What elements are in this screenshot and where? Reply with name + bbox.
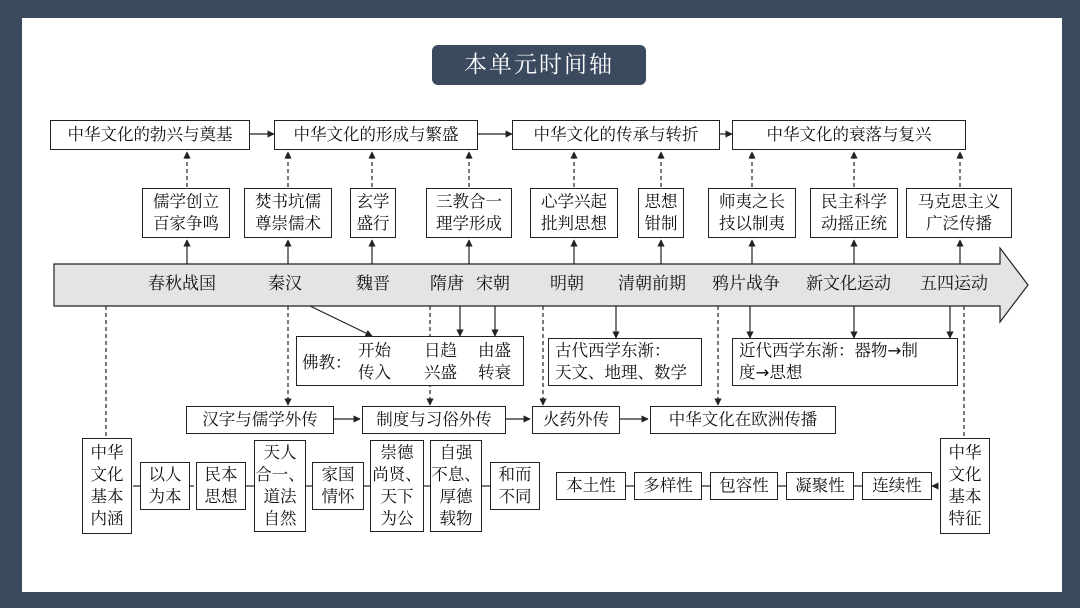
era-label: 魏晋 bbox=[356, 274, 390, 294]
era-label: 鸦片战争 bbox=[712, 274, 780, 294]
spread-box: 火药外传 bbox=[532, 406, 620, 434]
feature-item: 包容性 bbox=[710, 472, 778, 500]
event-box: 师夷之长 技以制夷 bbox=[708, 188, 796, 238]
event-box: 儒学创立 百家争鸣 bbox=[142, 188, 230, 238]
feature-item: 凝聚性 bbox=[786, 472, 854, 500]
event-box: 玄学 盛行 bbox=[350, 188, 396, 238]
event-box: 马克思主义 广泛传播 bbox=[906, 188, 1012, 238]
stage-box: 中华文化的传承与转折 bbox=[512, 120, 720, 150]
features-label: 中华 文化 基本 特征 bbox=[940, 438, 990, 534]
buddhism-stage: 日趋 兴盛 bbox=[424, 341, 457, 382]
spread-box: 制度与习俗外传 bbox=[362, 406, 506, 434]
event-box: 心学兴起 批判思想 bbox=[530, 188, 618, 238]
page-title: 本单元时间轴 bbox=[432, 45, 646, 85]
connotation-item: 和而 不同 bbox=[490, 462, 540, 510]
era-label: 春秋战国 bbox=[148, 274, 216, 294]
buddhism-label: 佛教： bbox=[302, 353, 352, 372]
event-box: 民主科学 动摇正统 bbox=[810, 188, 898, 238]
connotation-item: 天人 合一、 道法 自然 bbox=[254, 440, 306, 532]
western-ancient-box: 古代西学东渐： 天文、地理、数学 bbox=[548, 338, 702, 386]
buddhism-stage: 开始 传入 bbox=[358, 341, 391, 382]
era-label: 宋朝 bbox=[476, 274, 510, 294]
connotation-label: 中华 文化 基本 内涵 bbox=[82, 438, 132, 534]
connotation-item: 以人 为本 bbox=[140, 462, 190, 510]
feature-item: 连续性 bbox=[862, 472, 932, 500]
stage-box: 中华文化的勃兴与奠基 bbox=[50, 120, 250, 150]
feature-item: 多样性 bbox=[634, 472, 702, 500]
connotation-item: 家国 情怀 bbox=[312, 462, 364, 510]
stage-box: 中华文化的形成与繁盛 bbox=[274, 120, 478, 150]
era-label: 五四运动 bbox=[920, 274, 988, 294]
era-label: 秦汉 bbox=[268, 274, 302, 294]
event-box: 三教合一 理学形成 bbox=[426, 188, 512, 238]
era-label: 隋唐 bbox=[430, 274, 464, 294]
connotation-item: 崇德 尚贤、 天下 为公 bbox=[370, 440, 424, 532]
era-label: 新文化运动 bbox=[806, 274, 891, 294]
feature-item: 本土性 bbox=[556, 472, 626, 500]
era-label: 清朝前期 bbox=[618, 274, 686, 294]
connotation-item: 自强 不息、 厚德 载物 bbox=[430, 440, 482, 532]
spread-box: 中华文化在欧洲传播 bbox=[650, 406, 836, 434]
connotation-item: 民本 思想 bbox=[196, 462, 246, 510]
spread-box: 汉字与儒学外传 bbox=[186, 406, 334, 434]
era-label: 明朝 bbox=[550, 274, 584, 294]
buddhism-stage: 由盛 转衰 bbox=[478, 341, 511, 382]
event-box: 焚书坑儒 尊崇儒术 bbox=[244, 188, 332, 238]
western-modern-box: 近代西学东渐：器物→制 度→思想 bbox=[732, 338, 958, 386]
event-box: 思想 钳制 bbox=[638, 188, 684, 238]
stage-box: 中华文化的衰落与复兴 bbox=[732, 120, 966, 150]
